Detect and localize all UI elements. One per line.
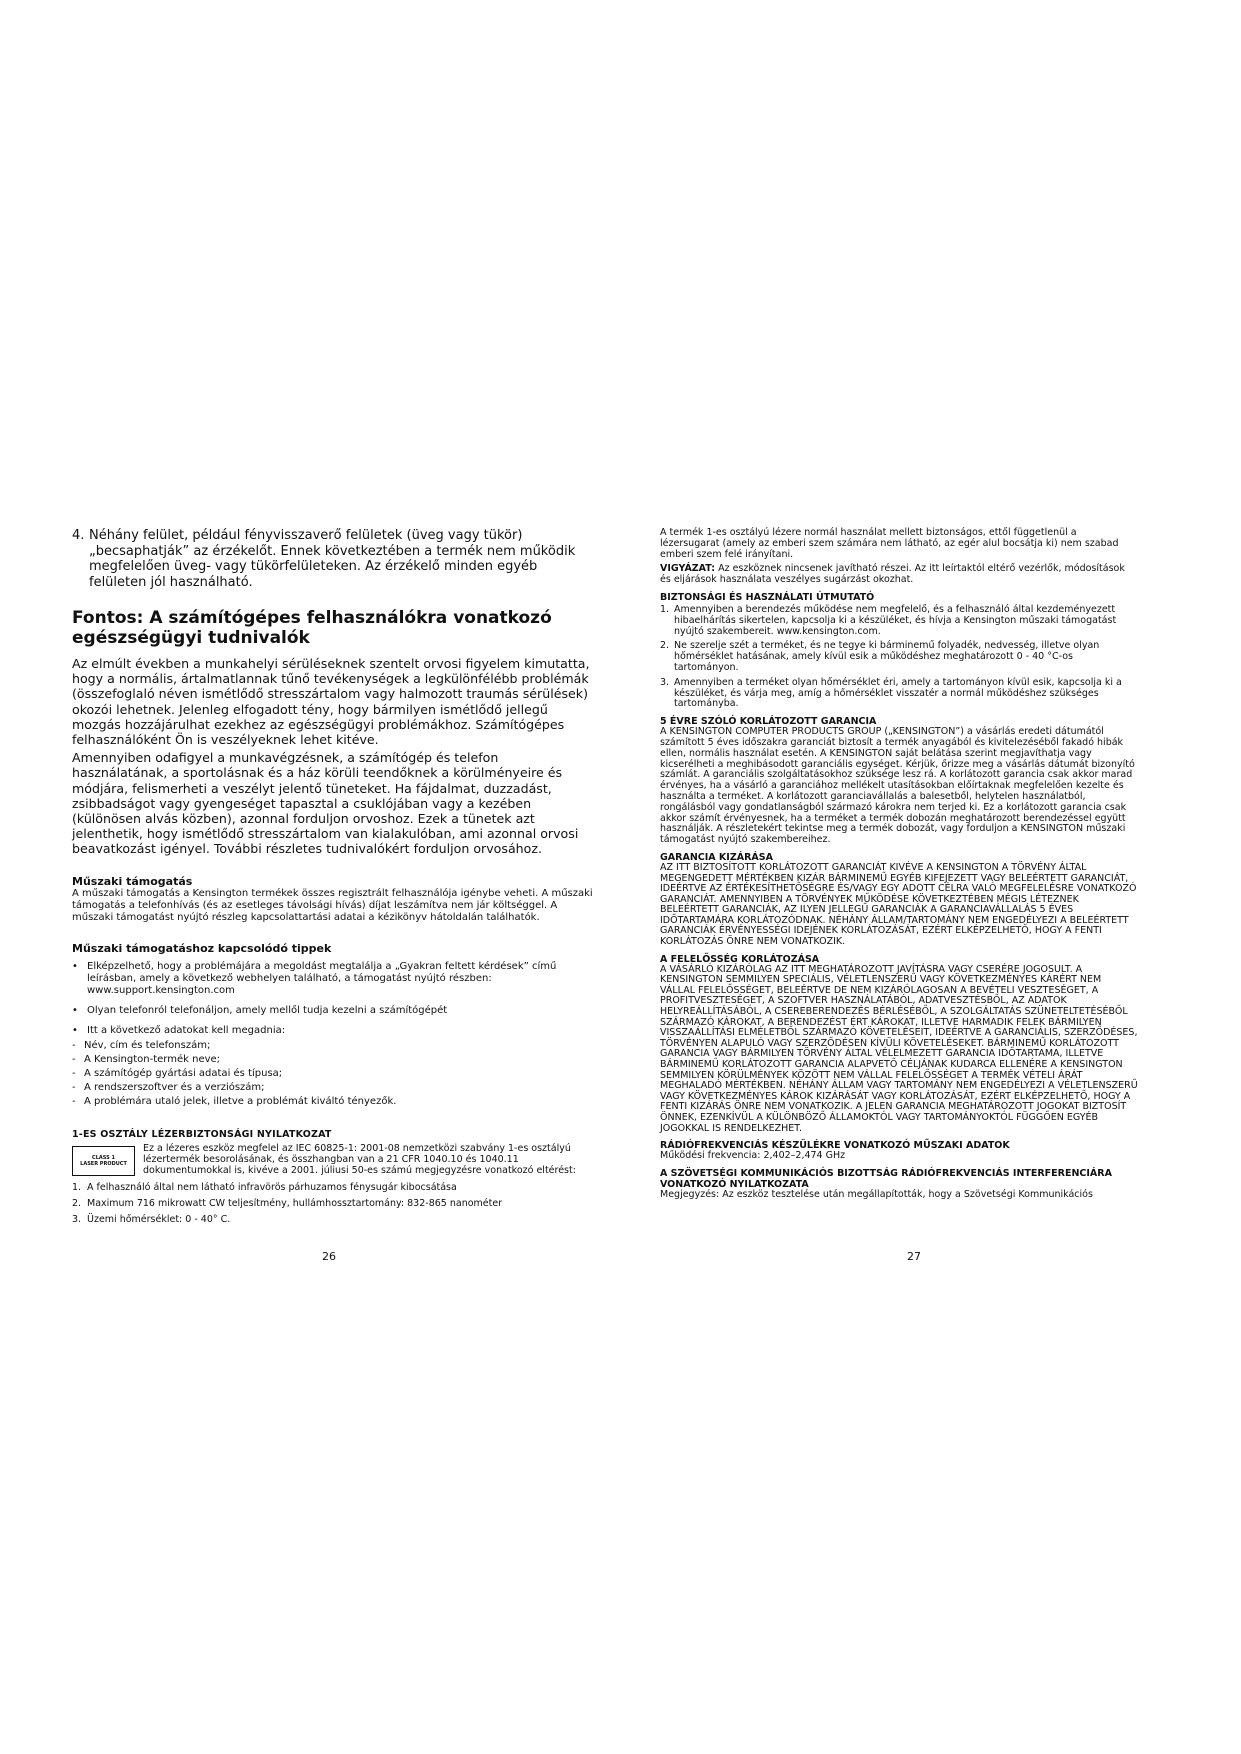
list-item-text: A problémára utaló jelek, illetve a problémát kiváltó tényezők.	[84, 1095, 397, 1107]
list-item-text: Amennyiben a terméket olyan hőmérséklet éri, amely a tartományon kívül esik, kapcsolja ki a készüléket, és várja meg, amíg a hőmérséklet visszatér a normál működéshez szükséges tartományba.	[674, 676, 1122, 710]
list-item	[72, 1198, 595, 1209]
dash-marker: -	[72, 1095, 76, 1107]
list-item	[72, 1053, 595, 1067]
laser-statement	[72, 1143, 595, 1176]
list-item-text: Ne szerelje szét a terméket, és ne tegye ki bárminemű folyadék, nedvesség, illetve olyan hőmérséklet hatásának, amely kívül esik a működéshez meghatározott 0 - 40 °C-os tartományon.	[674, 640, 1100, 673]
health-paragraph-1: Az elmúlt években a munkahelyi sérüléseknek szentelt orvosi figyelem kimutatta, hogy a normális, ártalmatlannak tűnő tevékenységek a legkülönfélébb problémák (összefoglaló néven ismétlődő stresszártalom vagy halmozott traumás sérülések) okozói lehetnek. Jelenleg elfogadott tény, hogy bármilyen ismétlődő jellegű mozgás hozzájárulhat ezekhez az egészségügyi problémákhoz. Számítógépes felhasználóként Ön is veszélyeknek lehet kitéve.	[72, 656, 590, 748]
laser-label-line-1: CLASS 1	[92, 1154, 115, 1161]
list-item	[72, 1039, 595, 1053]
rf-heading: RÁDIÓFREKVENCIÁS KÉSZÜLÉKRE VONATKOZÓ MŰSZAKI ADATOK	[660, 1140, 1010, 1152]
caution	[660, 564, 1138, 586]
list-item	[660, 678, 1138, 710]
list-item	[72, 1081, 595, 1095]
list-item	[72, 1067, 595, 1081]
item-number: 2.	[72, 1197, 82, 1209]
item-number: 3.	[72, 1213, 82, 1225]
list-item-text: A rendszerszoftver és a verziószám;	[84, 1081, 265, 1093]
list-item	[72, 1025, 595, 1037]
list-item-text: A Kensington-termék neve;	[84, 1053, 221, 1065]
list-item	[72, 1214, 595, 1225]
liability-heading: A FELELŐSSÉG KORLÁTOZÁSA	[660, 953, 820, 965]
item-number: 2.	[660, 640, 670, 652]
item-4-text: Néhány felület, például fényvisszaverő felületek (üveg vagy tükör) „becsaphatják” az érzékelőt. Ennek következtében a termék nem működik megfelelően üveg- vagy tükörfelületeken. Az érzékelő minden egyéb felületen jól használható.	[89, 528, 576, 590]
support-heading: Műszaki támogatás	[72, 874, 193, 888]
laser-label-line-2: LASER PRODUCT	[80, 1160, 127, 1167]
list-item	[72, 961, 595, 997]
laser-intro: A termék 1-es osztályú lézere normál használat mellett biztonságos, ettől függetlenül a lézersugarat (amely az emberi szem számára nem látható, az egér alul bocsátja ki) nem szabad emberi szem felé irányítani.	[660, 527, 1119, 560]
list-item-text: Név, cím és telefonszám;	[84, 1039, 211, 1051]
tips-heading: Műszaki támogatáshoz kapcsolódó tippek	[72, 941, 332, 955]
item-4	[72, 528, 595, 590]
bullet-marker: •	[72, 960, 78, 972]
laser-heading: 1-ES OSZTÁLY LÉZERBIZTONSÁGI NYILATKOZAT	[72, 1128, 332, 1140]
bullet-marker: •	[72, 1024, 78, 1036]
support-text: A műszaki támogatás a Kensington termékek összes regisztrált felhasználója igénybe veheti. A műszaki támogatás a telefonhívás (és az esetleges távolsági hívás) díjat leszámítva nem jár költséggel. A műszaki támogatást nyújtó részleg kapcsolattartási adatai a kézikönyv hátoldalán találhatók.	[72, 887, 593, 923]
list-item	[72, 1005, 595, 1017]
item-number: 1.	[660, 603, 670, 615]
list-item	[660, 605, 1138, 637]
exclusion-text: AZ ITT BIZTOSÍTOTT KORLÁTOZOTT GARANCIÁT KIVÉVE A KENSINGTON A TÖRVÉNY ÁLTAL MEGENGEDETT MÉRTÉKBEN KIZÁR BÁRMINEMŰ EGYÉB KIFEJEZETT VAGY BELEÉRTETT GARANCIÁT, IDEÉRTVE AZ ÉRTÉKESÍTHETŐSÉGRE ÉS/VAGY EGY ADOTT CÉLRA VALÓ MEGFELELÉSRE VONATKOZÓ GARANCIÁT. AMENNYIBEN A TÖRVÉNYEK MŰKÖDÉSE KÖVETKEZTÉBEN MÉGIS LÉTEZNEK BELEÉRTETT GARANCIÁK, AZ ILYEN JELLEGŰ GARANCIÁK A GARANCIAVÁLLALÁS 5 ÉVES IDŐTARTAMÁRA KORLÁTOZÓDNAK. NÉHÁNY ÁLLAM/TARTOMÁNY NEM ENGEDÉLYEZI A BELEÉRTETT GARANCIÁK ÉRVÉNYESSÉGI IDEJÉNEK KORLÁTOZÁSÁT, EZÉRT ELKÉPZELHETŐ, HOGY A FENTI KORLÁTOZÁS ÖNRE NEM VONATKOZIK.	[660, 861, 1137, 948]
dash-marker: -	[72, 1039, 76, 1051]
warranty-heading: 5 ÉVRE SZÓLÓ KORLÁTOZOTT GARANCIA	[660, 716, 877, 728]
item-4-number: 4.	[72, 528, 85, 543]
required-data-list	[72, 1039, 595, 1109]
warranty-text: A KENSINGTON COMPUTER PRODUCTS GROUP („KENSINGTON”) a vásárlás eredeti dátumától számított 5 éves időszakra garanciát biztosít a termék anyagából és kivitelezéséből fakadó hibák ellen, normális használat esetén. A KENSINGTON saját belátása szerint megjavíthatja vagy kicserélheti a meghibásodott garanciális egységet. Kérjük, őrizze meg a vásárlás dátumát bizonyító számlát. A garanciális szolgáltatásokhoz szüksége lesz rá. A korlátozott garancia csak akkor marad érvényes, ha a vásárló a garanciához mellékelt utasításokban előírtaknak megfelelően kezelte és használta a terméket. A korlátozott garanciavállalás a balesetből, helytelen használatból, rongálásból vagy gondatlanságból származó károkra nem terjed ki. Ez a korlátozott garancia csak akkor számít érvényesnek, ha a terméket a termék dobozán meghatározott berendezéssel együtt használják. A részletekért tekintse meg a termék dobozát, vagy forduljon a KENSINGTON műszaki támogatást nyújtó szakembereihez.	[660, 726, 1135, 846]
page-number-left: 26	[322, 1250, 336, 1263]
item-number: 1.	[72, 1181, 82, 1193]
fcc-text: Megjegyzés: Az eszköz tesztelése után megállapították, hogy a Szövetségi Kommunikációs	[660, 1188, 1093, 1200]
list-item-text: Üzemi hőmérséklet: 0 - 40° C.	[87, 1213, 231, 1225]
item-number: 3.	[660, 676, 670, 688]
list-item	[660, 641, 1138, 673]
rf-text: Működési frekvencia: 2,402–2,474 GHz	[660, 1150, 846, 1162]
laser-items	[72, 1182, 595, 1225]
list-item-text: Elképzelhető, hogy a problémájára a megoldást megtalálja a „Gyakran feltett kérdések” című leírásban, amely a következő webhelyen található, a támogatást nyújtó részben: www.support.kensington.com	[87, 960, 557, 996]
class1-laser-label	[72, 1146, 135, 1176]
health-paragraph-2: Amennyiben odafigyel a munkavégzésnek, a számítógép és telefon használatának, a sportolásnak és a ház körüli teendőknek a körülményeire és módjára, felismerheti a veszélyt jelentő tüneteket. Ha fájdalmat, duzzadást, zsibbadságot vagy gyengeséget tapasztal a csuklójában vagy a kezében (különösen alvás közben), azonnal forduljon orvoshoz. Ezek a tünetek azt jelenthetik, hogy ismétlődő stresszártalom van kialakulóban, ami azonnal orvosi beavatkozást igényel. További részletes tudnivalókért forduljon orvosához.	[72, 750, 579, 857]
list-item-text: Maximum 716 mikrowatt CW teljesítmény, hullámhossztartomány: 832-865 nanométer	[87, 1197, 503, 1209]
fcc-heading: A SZÖVETSÉGI KOMMUNIKÁCIÓS BIZOTTSÁG RÁDIÓFREKVENCIÁS INTERFERENCIÁRA VONATKOZÓ NYILATKOZATA	[660, 1167, 1112, 1190]
right-page	[660, 528, 1138, 1201]
list-item	[72, 1095, 595, 1109]
caution-label: VIGYÁZAT:	[660, 563, 716, 575]
liability-text: A VÁSÁRLÓ KIZÁRÓLAG AZ ITT MEGHATÁROZOTT JAVÍTÁSRA VAGY CSERÉRE JOGOSULT. A KENSINGTON SEMMILYEN SPECIÁLIS, VÉLETLENSZERŰ VAGY KÖVETKEZMÉNYES KÁRÉRT NEM VÁLLAL FELELŐSSÉGET, BELEÉRTVE DE NEM KIZÁRÓLAGOSAN A BEVÉTELI VESZTESÉGET, A PROFITVESZTESÉGET, A SZOFTVER HASZNÁLATÁBÓL, ADATVESZTÉSBŐL, AZ ADATOK HELYREÁLLÍTÁSÁBÓL, A CSEREBERENDEZÉS BÉRLÉSÉBŐL, A SZOLGÁLTATÁS SZÜNETELTETÉSÉBŐL SZÁRMAZÓ KÁROKAT, A BERENDEZÉST ÉRT KÁROKAT, ILLETVE HARMADIK FELEK BÁRMILYEN VISSZAÁLLÍTÁSI ELMÉLETBŐL SZÁRMAZÓ KÖVETELÉSEIT, IDEÉRTVE A GARANCIÁLIS, SZERZŐDÉSES, TÖRVÉNYEN ALAPULÓ VAGY SZERZŐDÉSEN KÍVÜLI KÖVETELÉSEKET. BÁRMINEMŰ KORLÁTOZOTT GARANCIA VAGY BÁRMILYEN TÖRVÉNY ÁLTAL VÉLELMEZETT GARANCIA IDŐTARTAMA, ILLETVE BÁRMINEMŰ KORLÁTOZOTT GARANCIA ALAPVETŐ CÉLJÁNAK KUDARCA ELLENÉRE A KENSINGTON SEMMILYEN KÖRÜLMÉNYEK KÖZÖTT NEM VÁLLAL FELELŐSSÉGET A TERMÉK VÉTELI ÁRÁT MEGHALADÓ MÉRTÉKBEN. NÉHÁNY ÁLLAM VAGY TARTOMÁNY NEM ENGEDÉLYEZI A VÉLETLENSZERŰ VAGY KÖVETKEZMÉNYES KÁROK KIZÁRÁSÁT VAGY KORLÁTOZÁSÁT, EZÉRT ELKÉPZELHETŐ, HOGY A FENTI KIZÁRÁS ÖNRE NEM VONATKOZIK. A JELEN GARANCIA MEGHATÁROZOTT JOGOKAT BIZTOSÍT ÖNNEK, EZENKÍVÜL A KÜLÖNBÖZŐ ÁLLAMOKTÓL VAGY TARTOMÁNYOKTÓL FÜGGŐEN EGYÉB JOGOKKAL IS RENDELKEZHET.	[660, 963, 1138, 1134]
dash-marker: -	[72, 1081, 76, 1093]
laser-text: Ez a lézeres eszköz megfelel az IEC 60825-1: 2001-08 nemzetközi szabvány 1-es osztályú lézertermék besorolásának, és összhangban van a 21 CFR 1040.10 és 1040.11 dokumentumokkal is, kivéve a 2001. júliusi 50-es számú megjegyzésre vonatkozó eltérést:	[143, 1142, 576, 1176]
exclusion-heading: GARANCIA KIZÁRÁSA	[660, 851, 773, 863]
caution-text: Az eszköznek nincsenek javítható részei. Az itt leírtaktól eltérő vezérlők, módosítások és eljárások használata veszélyes sugárzást okozhat.	[660, 563, 1125, 586]
page-number-right: 27	[907, 1250, 921, 1263]
dash-marker: -	[72, 1067, 76, 1079]
list-item-text: Itt a következő adatokat kell megadnia:	[87, 1024, 286, 1036]
health-heading: Fontos: A számítógépes felhasználókra vonatkozó egészségügyi tudnivalók	[72, 608, 552, 648]
left-page	[72, 528, 595, 1230]
safety-list	[660, 605, 1138, 710]
list-item-text: A felhasználó által nem látható infravörös párhuzamos fénysugár kibocsátása	[87, 1181, 457, 1193]
dash-marker: -	[72, 1053, 76, 1065]
list-item-text: Amennyiben a berendezés működése nem megfelelő, és a felhasználó által kezdeményezett hibaelhárítás sikertelen, kapcsolja ki a készüléket, és hívja a Kensington műszaki támogatást nyújtó szakembereit. www.kensington.com.	[674, 603, 1117, 637]
tips-list	[72, 961, 595, 1037]
list-item-text: A számítógép gyártási adatai és típusa;	[84, 1067, 283, 1079]
list-item-text: Olyan telefonról telefonáljon, amely mellől tudja kezelni a számítógépét	[87, 1004, 448, 1016]
bullet-marker: •	[72, 1004, 78, 1016]
safety-heading: BIZTONSÁGI ÉS HASZNÁLATI ÚTMUTATÓ	[660, 591, 875, 603]
list-item	[72, 1182, 595, 1193]
